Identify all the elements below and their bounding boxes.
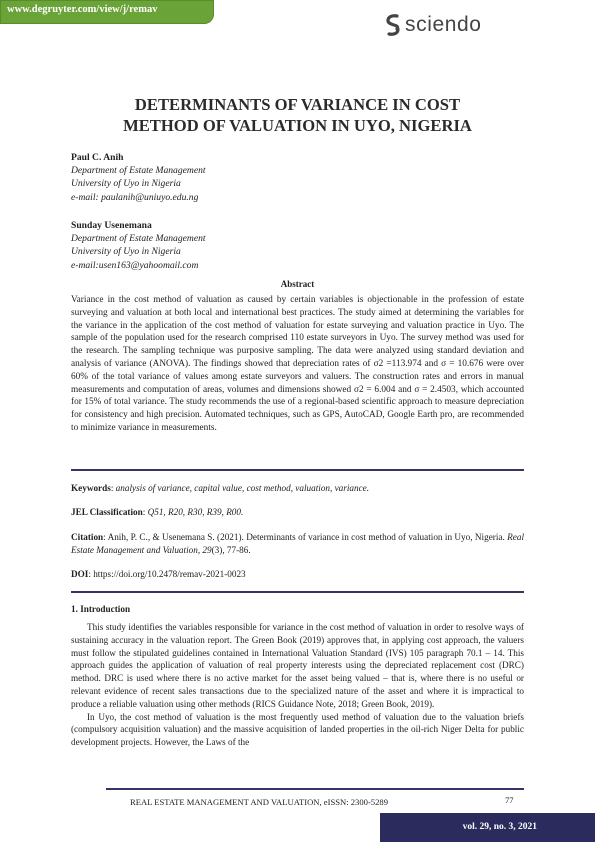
intro-body	[71, 621, 524, 749]
jel-line: JEL Classification: Q51, R20, R30, R39, R00.	[71, 507, 244, 517]
abstract-text: Variance in the cost method of valuation as caused by certain variables is objectionable in the profession of estate surveying and valuation at both local and international best practices. The study aimed at determining the variables for the variance in the application of the cost method of valuation for estate surveying and valuation practice in Uyo. The sample of the population used for the research comprised 110 estate surveyors in Uyo. The survey method was used for the research. The sampling technique was purposive sampling. The data were analyzed using standard deviation and analysis of variance (ANOVA). The findings showed that depreciation rates of σ2 =113.974 and σ = 10.676 were over 60% of the total variance of values among estate surveyors and valuers. The construction rates and errors in manual measurements and computation of areas, volumes and dimensions showed σ2 = 6.004 and σ = 2.4503, which accounted for 15% of total variance. The study recommends the use of a regional-based scientific approach to measure depreciation for consistency and high precision. Automated techniques, such as GPS, AutoCAD, Google Earth pro, are recommended to minimize variance in measurements.	[71, 295, 524, 433]
doi-label: DOI	[71, 569, 89, 579]
doi-line	[71, 568, 524, 581]
author-block-1	[71, 151, 206, 204]
sciendo-logo	[386, 13, 482, 37]
jel-text: Q51, R20, R30, R39, R00.	[147, 507, 244, 517]
journal-url[interactable]: www.degruyter.com/view/j/remav	[7, 4, 158, 15]
intro-paragraph-1: This study identifies the variables responsible for variance in the cost method of valuation in order to resolve ways of sustaining accuracy in the valuation report. The Green Book (2019) approves that, in applying cost approach, the valuers must follow the stipulated guidelines contained in International Valuation Standard (IVS) 105 paragraph 70.1 – 14. This approach guides the application of valuation of real property interests using the depreciated replacement cost (DRC) method. DRC is used where there is no active market for the asset being valued – that is, where there is no useful or relevant evidence of recent sales transactions due to the specialized nature of the asset and where it is impractical to produce a reliable valuation using other methods (RICS Guidance Note, 2018; Green Book, 2019).	[71, 622, 524, 709]
title-line-2: METHOD OF VALUATION IN UYO, NIGERIA	[123, 116, 472, 135]
author-department: Department of Estate Management	[71, 233, 206, 245]
intro-paragraph-2: In Uyo, the cost method of valuation is the most frequently used method of valuation due to the valuation briefs (compulsory acquisition valuation) and the massive acquisition of landed properties in the oil-rich Niger Delta for public development projects. However, the Laws of the	[71, 711, 524, 748]
keywords-text: analysis of variance, capital value, cost method, valuation, variance.	[115, 483, 370, 493]
abstract-heading: Abstract	[280, 279, 315, 289]
author-name: Paul C. Anih	[71, 152, 124, 163]
author-name: Sunday Usenemana	[71, 220, 152, 231]
paper-title	[60, 94, 535, 136]
author-university: University of Uyo in Nigeria	[71, 178, 181, 190]
sciendo-s-icon	[386, 14, 400, 36]
divider-bottom	[71, 591, 524, 593]
citation-issue: (3), 77-86.	[211, 544, 251, 555]
author-university: University of Uyo in Nigeria	[71, 246, 181, 258]
doi-link[interactable]: : https://doi.org/10.2478/remav-2021-0023	[88, 569, 246, 579]
volume-info: vol. 29, no. 3, 2021	[462, 822, 537, 832]
author-email[interactable]: e-mail:usen163@yahoomail.com	[71, 259, 199, 271]
author-department: Department of Estate Management	[71, 165, 206, 177]
page-number: 77	[505, 795, 514, 805]
publisher-name: sciendo	[405, 13, 482, 36]
volume-band	[380, 813, 595, 842]
section-heading: 1. Introduction	[71, 604, 131, 614]
keywords-label: Keywords	[71, 483, 111, 493]
jel-label: JEL Classification	[71, 507, 143, 517]
author-email[interactable]: e-mail: paulanih@uniuyo.edu.ng	[71, 191, 199, 203]
title-line-1: DETERMINANTS OF VARIANCE IN COST	[134, 95, 461, 114]
citation-block	[71, 531, 524, 557]
citation-label: Citation	[71, 532, 104, 542]
journal-url-tab[interactable]	[0, 0, 214, 24]
author-block-2	[71, 219, 206, 272]
divider-top	[71, 469, 524, 471]
citation-text: : Anih, P. C., & Usenemana S. (2021). Determinants of variance in cost method of valuation in Uyo, Nigeria.	[103, 532, 508, 542]
citation-journal: Real Estate Management and Valuation, 29	[71, 532, 524, 555]
keywords-line: Keywords: analysis of variance, capital value, cost method, valuation, variance.	[71, 483, 370, 493]
footer-rule	[106, 788, 524, 790]
footer-journal: REAL ESTATE MANAGEMENT AND VALUATION, eISSN: 2300-5289	[130, 797, 388, 807]
